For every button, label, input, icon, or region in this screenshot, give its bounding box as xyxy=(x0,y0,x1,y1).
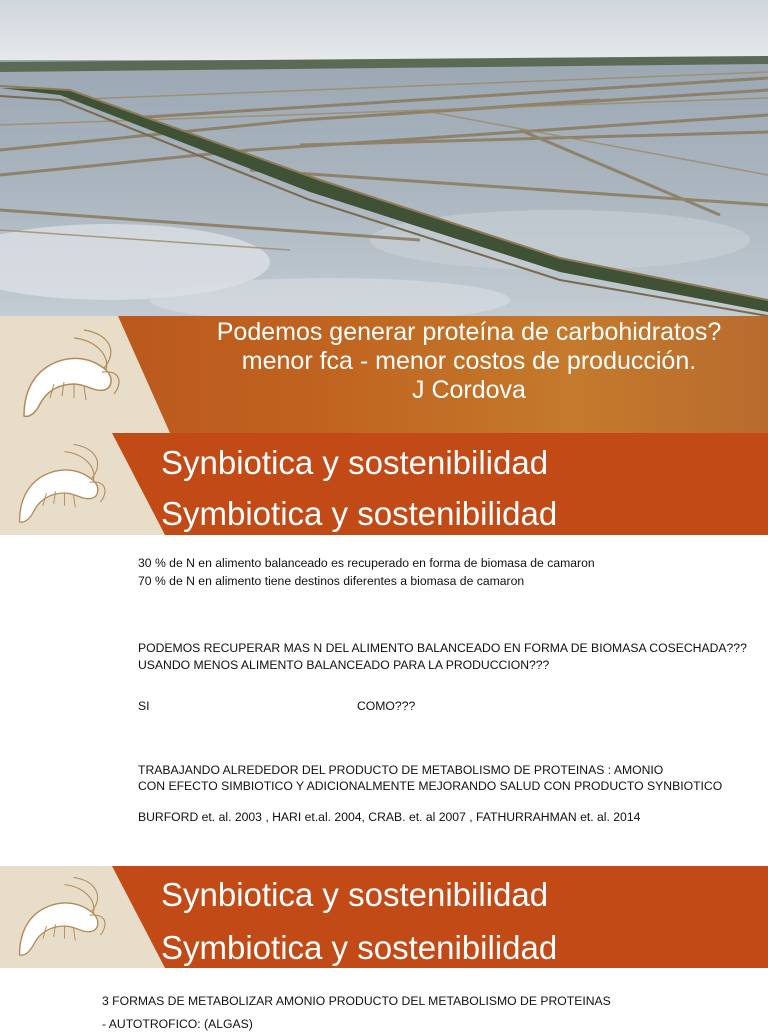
stat-line: 30 % de N en alimento balanceado es recuperado en forma de biomasa de camaron xyxy=(138,556,595,570)
section-heading: Symbiotica y sostenibilidad xyxy=(161,495,558,532)
list-item: - AUTOTROFICO: (ALGAS) xyxy=(102,1017,253,1031)
approach-line: CON EFECTO SIMBIOTICO Y ADICIONALMENTE MEJORANDO SALUD CON PRODUCTO SYNBIOTICO xyxy=(138,779,723,793)
section-header xyxy=(0,433,768,535)
title-banner xyxy=(0,316,768,433)
question-line: USANDO MENOS ALIMENTO BALANCEADO PARA LA PRODUCCION??? xyxy=(138,658,550,672)
section-heading: Symbiotica y sostenibilidad xyxy=(161,929,558,966)
answer-how: COMO??? xyxy=(357,699,416,713)
section-heading: Synbiotica y sostenibilidad xyxy=(161,876,549,913)
section-header xyxy=(0,866,768,968)
references: BURFORD et. al. 2003 , HARI et.al. 2004, CRAB. et. al 2007 , FATHURRAHMAN et. al. 2014 xyxy=(138,810,641,824)
stat-line: 70 % de N en alimento tiene destinos diferentes a biomasa de camaron xyxy=(138,574,525,588)
shrimp-icon xyxy=(10,439,110,529)
question-line: PODEMOS RECUPERAR MAS N DEL ALIMENTO BALANCEADO EN FORMA DE BIOMASA COSECHADA??? xyxy=(138,641,747,655)
section-heading: Synbiotica y sostenibilidad xyxy=(161,444,549,481)
answer-yes: SI xyxy=(138,699,150,713)
author-line: J Cordova xyxy=(412,376,526,404)
intro-line: 3 FORMAS DE METABOLIZAR AMONIO PRODUCTO DEL METABOLISMO DE PROTEINAS xyxy=(102,994,611,1008)
title-line: Podemos generar proteína de carbohidratos? xyxy=(216,318,722,346)
title-slide xyxy=(0,0,768,433)
approach-line: TRABAJANDO ALREDEDOR DEL PRODUCTO DE METABOLISMO DE PROTEINAS : AMONIO xyxy=(138,763,664,777)
slide-title xyxy=(170,318,768,405)
shrimp-icon xyxy=(14,324,124,424)
shrimp-icon xyxy=(10,872,110,962)
title-line: menor fca - menor costos de producción. xyxy=(241,347,697,375)
aerial-shrimp-ponds-image xyxy=(0,0,768,316)
